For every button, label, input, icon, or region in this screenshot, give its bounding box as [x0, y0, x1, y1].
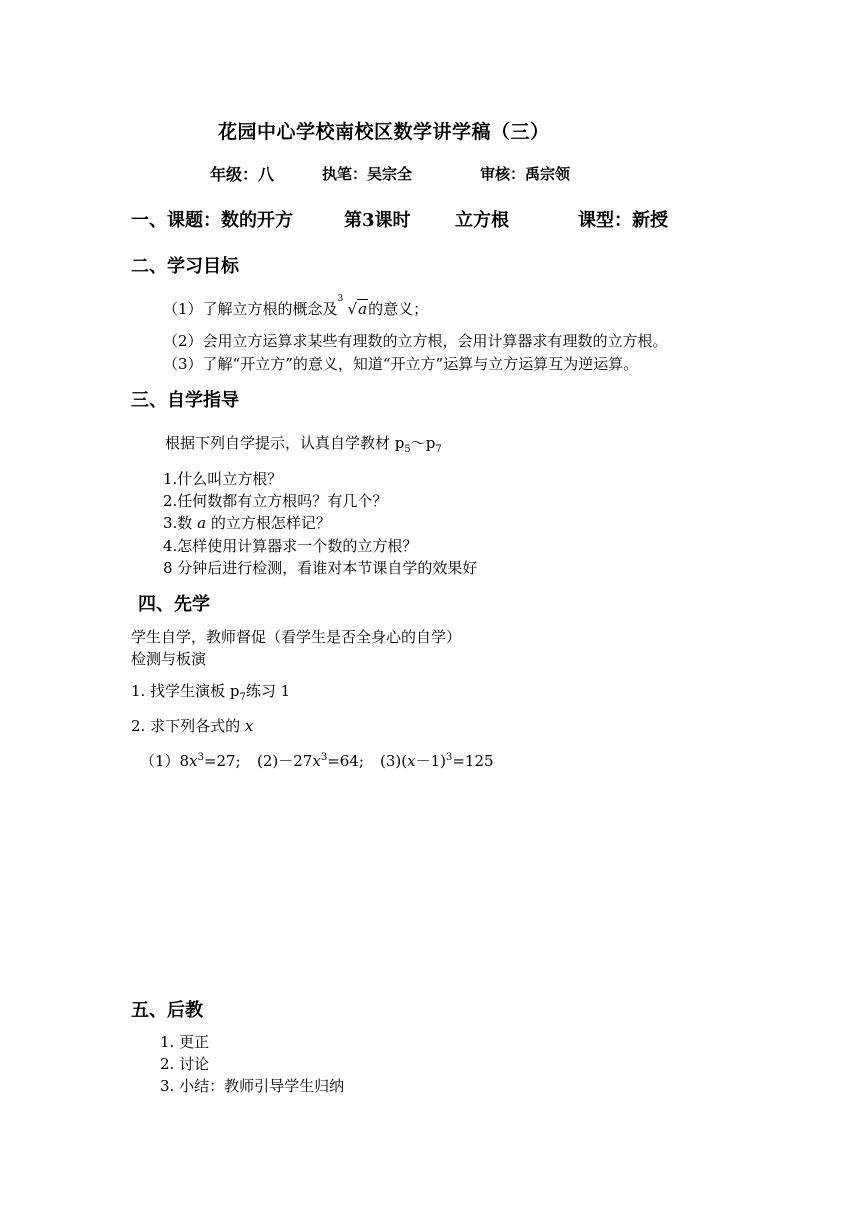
cube-root-symbol: 3 √a [337, 294, 368, 318]
section-2-heading: 二、学习目标 [131, 256, 239, 277]
section-1-topic: 立方根 [455, 210, 509, 231]
section-3-heading: 三、自学指导 [131, 390, 239, 411]
section-4-line-2: 检测与板演 [131, 650, 207, 668]
section-4-line-1: 学生自学，教师督促（看学生是否全身心的自学） [131, 628, 462, 646]
section-5-heading: 五、后教 [131, 1000, 203, 1021]
goal-2: （2）会用立方运算求某些有理数的立方根，会用计算器求有理数的立方根。 [163, 332, 668, 350]
section-5-item-2: 2. 讨论 [160, 1055, 210, 1073]
equation-1: $(1)8x^3=27$; [140, 752, 241, 770]
equation-3: $(3)(x-1)^3=125$ [380, 752, 494, 770]
equation-2: $(2)-27x^3=64$; [257, 752, 364, 770]
section-1-lesson: 第3课时 [344, 210, 411, 231]
section-1-type: 课型：新授 [578, 210, 668, 231]
question-2: 2.任何数都有立方根吗？有几个？ [163, 492, 388, 510]
self-study-intro: 根据下列自学提示，认真自学教材 $p_5\sim p_7$ [165, 434, 442, 455]
section-1-heading: 一、课题：数的开方 [131, 210, 293, 231]
question-4: 4.怎样使用计算器求一个数的立方根？ [163, 537, 418, 555]
page-title: 花园中心学校南校区数学讲学稿（三） [218, 121, 550, 143]
reviewer-label: 审核：禹宗领 [480, 165, 571, 183]
grade-label: 年级：八 [210, 165, 275, 184]
question-5: 8 分钟后进行检测，看谁对本节课自学的效果好 [163, 559, 478, 577]
section-4-heading: 四、先学 [138, 594, 210, 615]
section-5-item-1: 1. 更正 [160, 1033, 210, 1051]
goal-1: （1）了解立方根的概念及 3 √a的意义； [163, 294, 429, 318]
section-5-item-3: 3. 小结：教师引导学生归纳 [160, 1077, 345, 1095]
section-4-item-1: 1. 找学生演板 $p_7$练习 1 [131, 682, 291, 703]
goal-3: （3）了解“开立方”的意义，知道“开立方”运算与立方运算互为逆运算。 [163, 355, 639, 373]
question-1: 1.什么叫立方根？ [163, 470, 283, 488]
writer-label: 执笔：吴宗全 [322, 165, 413, 183]
question-3: 3.数 a 的立方根怎样记？ [163, 514, 331, 532]
section-4-item-2: 2. 求下列各式的 x [131, 717, 254, 735]
